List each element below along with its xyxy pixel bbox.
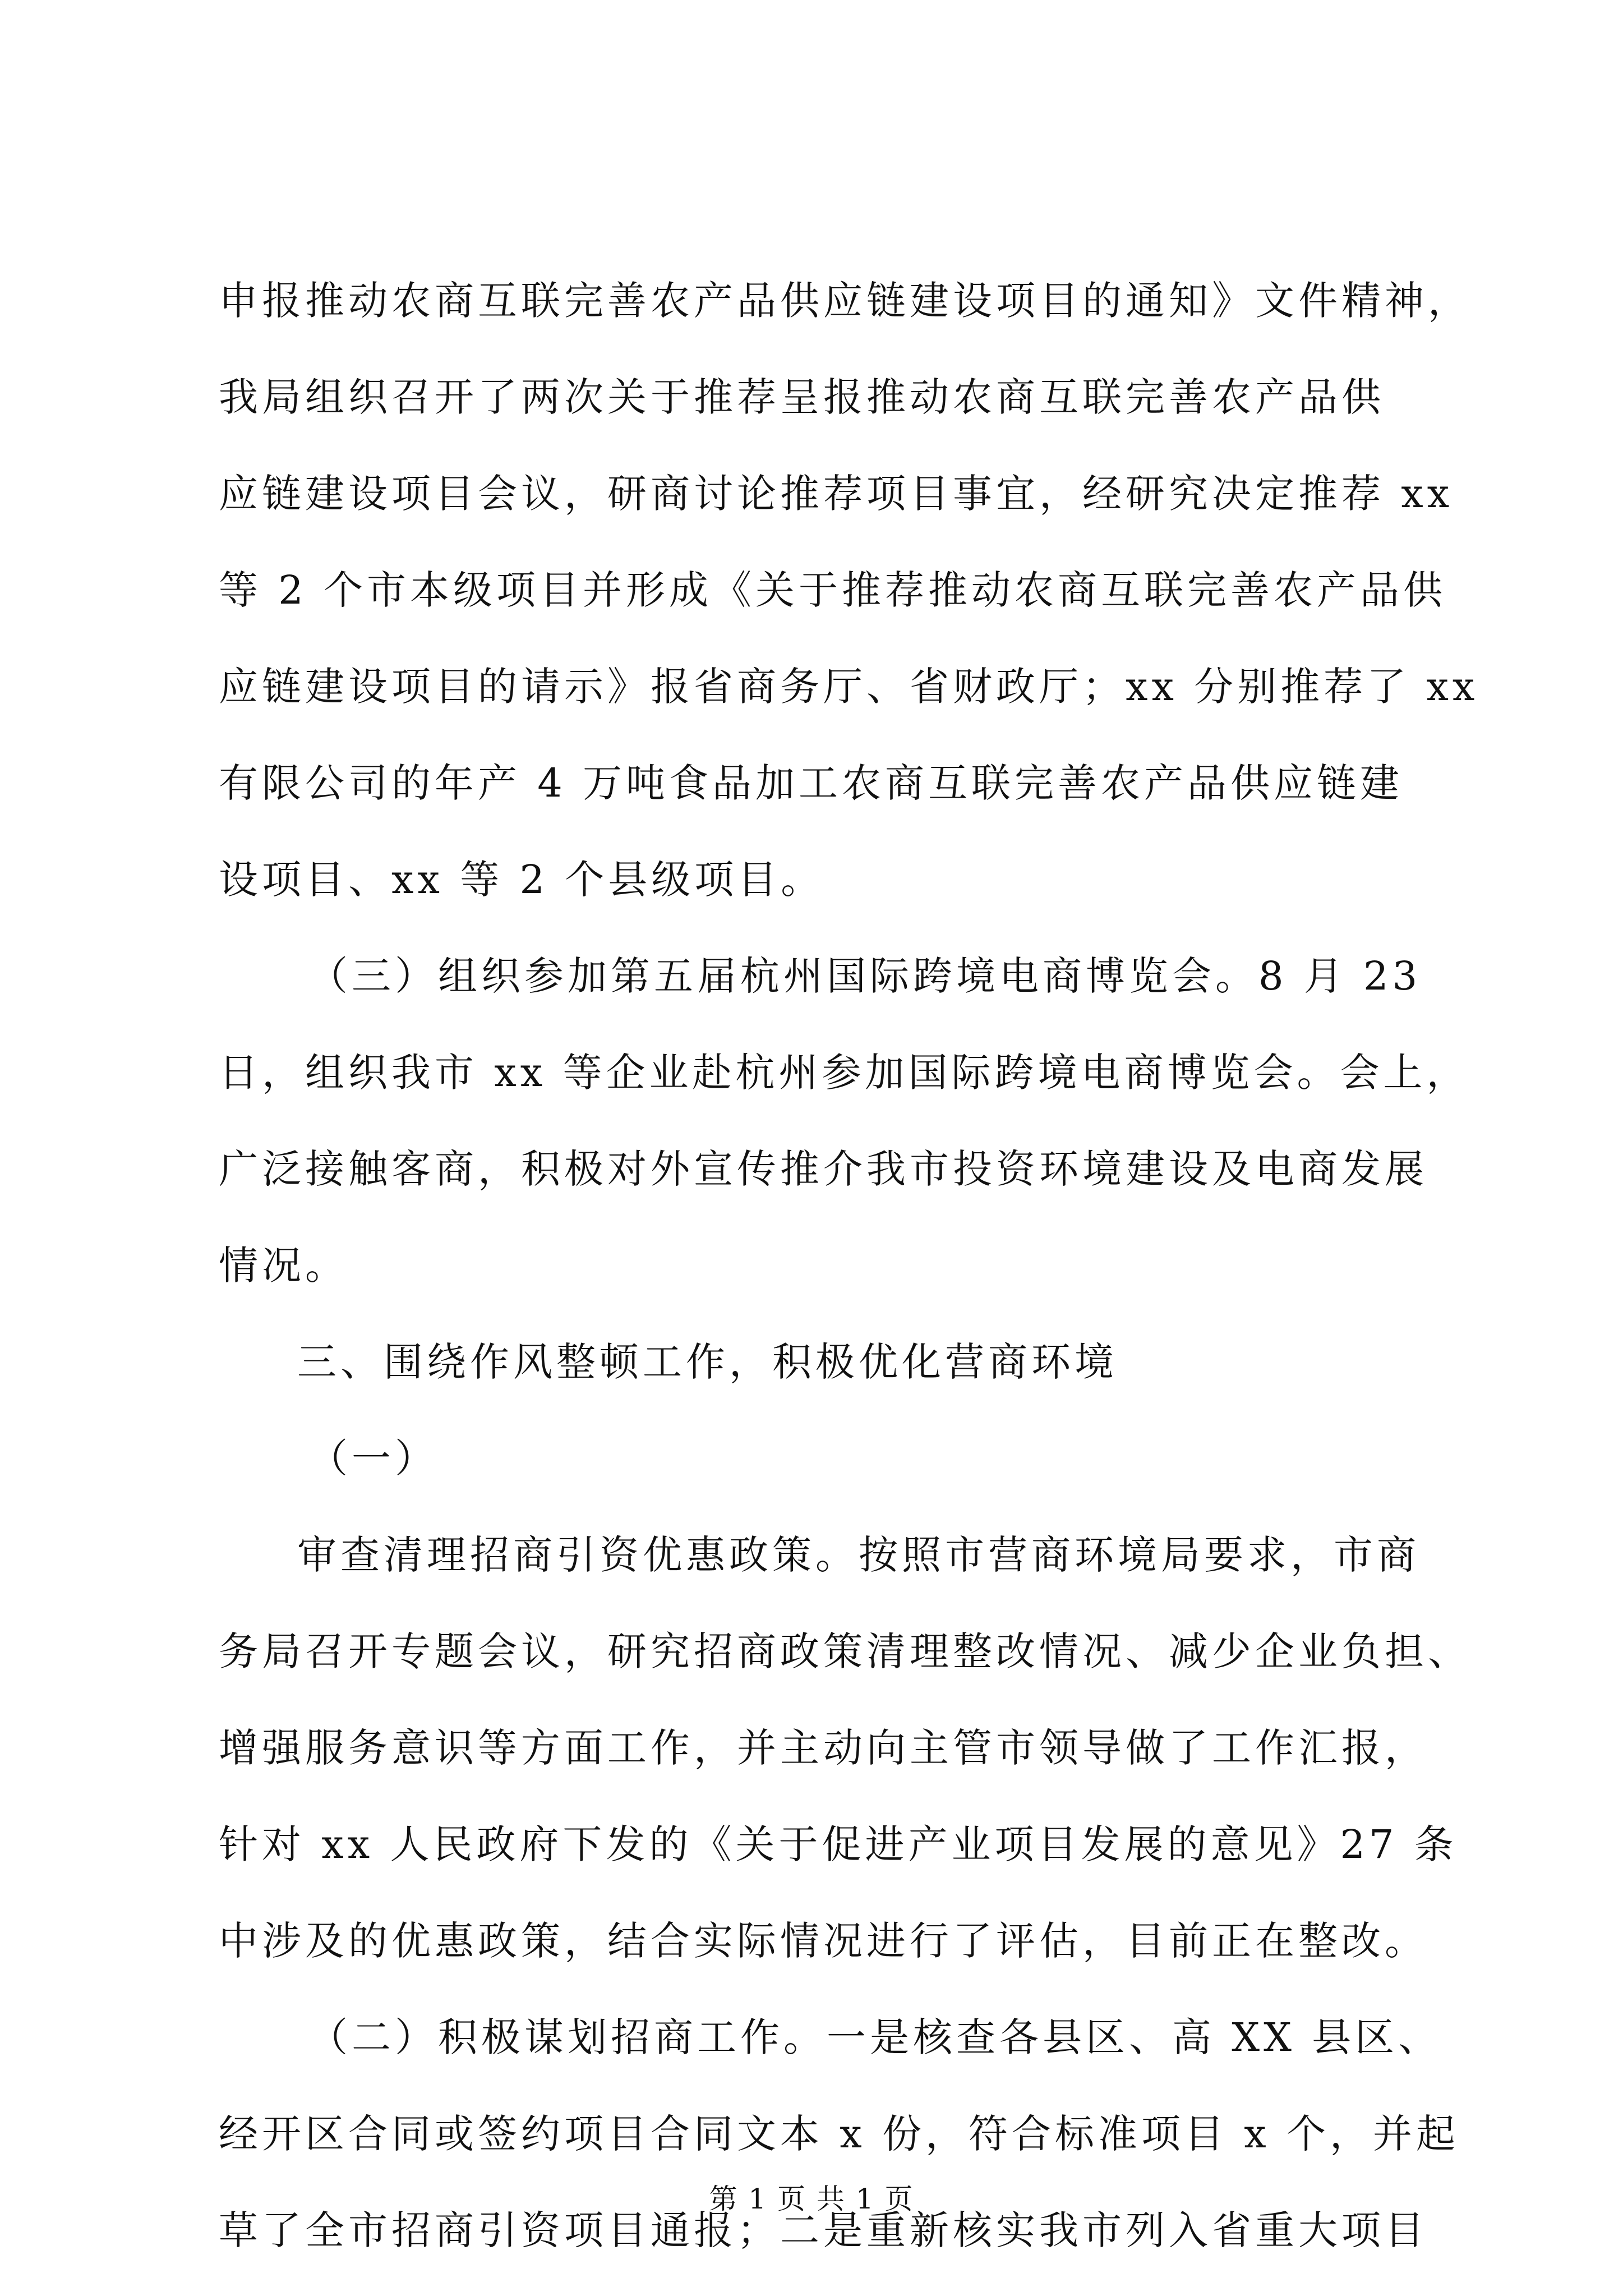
text-line: 申报推动农商互联完善农产品供应链建设项目的通知》文件精神， <box>219 278 1471 324</box>
text-line: 广泛接触客商，积极对外宣传推介我市投资环境建设及电商发展 <box>219 1146 1428 1192</box>
document-body <box>219 252 1479 2279</box>
text-line: 我局组织召开了两次关于推荐呈报推动农商互联完善农产品供 <box>219 374 1385 420</box>
text-line: 情况。 <box>219 1243 348 1289</box>
text-line: 针对 xx 人民政府下发的《关于促进产业项目发展的意见》27 条 <box>219 1821 1458 1867</box>
text-line: 经开区合同或签约项目合同文本 x 份，符合标准项目 x 个，并起 <box>219 2111 1459 2157</box>
text-line: 应链建设项目的请示》报省商务厅、省财政厅；xx 分别推荐了 xx <box>219 664 1479 710</box>
page-footer: 第 1 页 共 1 页 <box>709 2183 914 2215</box>
text-line: 应链建设项目会议，研商讨论推荐项目事宜，经研究决定推荐 xx <box>219 471 1454 517</box>
section-heading: 三、围绕作风整顿工作，积极优化营商环境 <box>297 1339 1118 1385</box>
text-line: 设项目、xx 等 2 个县级项目。 <box>219 857 824 903</box>
text-line: 增强服务意识等方面工作，并主动向主管市领导做了工作汇报， <box>219 1725 1428 1771</box>
text-line: 务局召开专题会议，研究招商政策清理整改情况、减少企业负担、 <box>219 1628 1471 1674</box>
text-line: 等 2 个市本级项目并形成《关于推荐推动农商互联完善农产品供 <box>219 567 1447 613</box>
subsection-marker: （一） <box>308 1435 438 1481</box>
paragraph-start: 审查清理招商引资优惠政策。按照市营商环境局要求，市商 <box>297 1532 1420 1578</box>
text-line: 草了全市招商引资项目通报；二是重新核实我市列入省重大项目 <box>219 2207 1428 2253</box>
text-line: 有限公司的年产 4 万吨食品加工农商互联完善农产品供应链建 <box>219 760 1404 806</box>
text-line: 日，组织我市 xx 等企业赴杭州参加国际跨境电商博览会。会上， <box>219 1050 1470 1096</box>
paragraph-heading: （二）积极谋划招商工作。一是核查各县区、高 XX 县区、 <box>308 2014 1442 2060</box>
text-line: 中涉及的优惠政策，结合实际情况进行了评估，目前正在整改。 <box>219 1918 1428 1964</box>
paragraph-heading: （三）组织参加第五届杭州国际跨境电商博览会。8 月 23 <box>308 953 1422 999</box>
